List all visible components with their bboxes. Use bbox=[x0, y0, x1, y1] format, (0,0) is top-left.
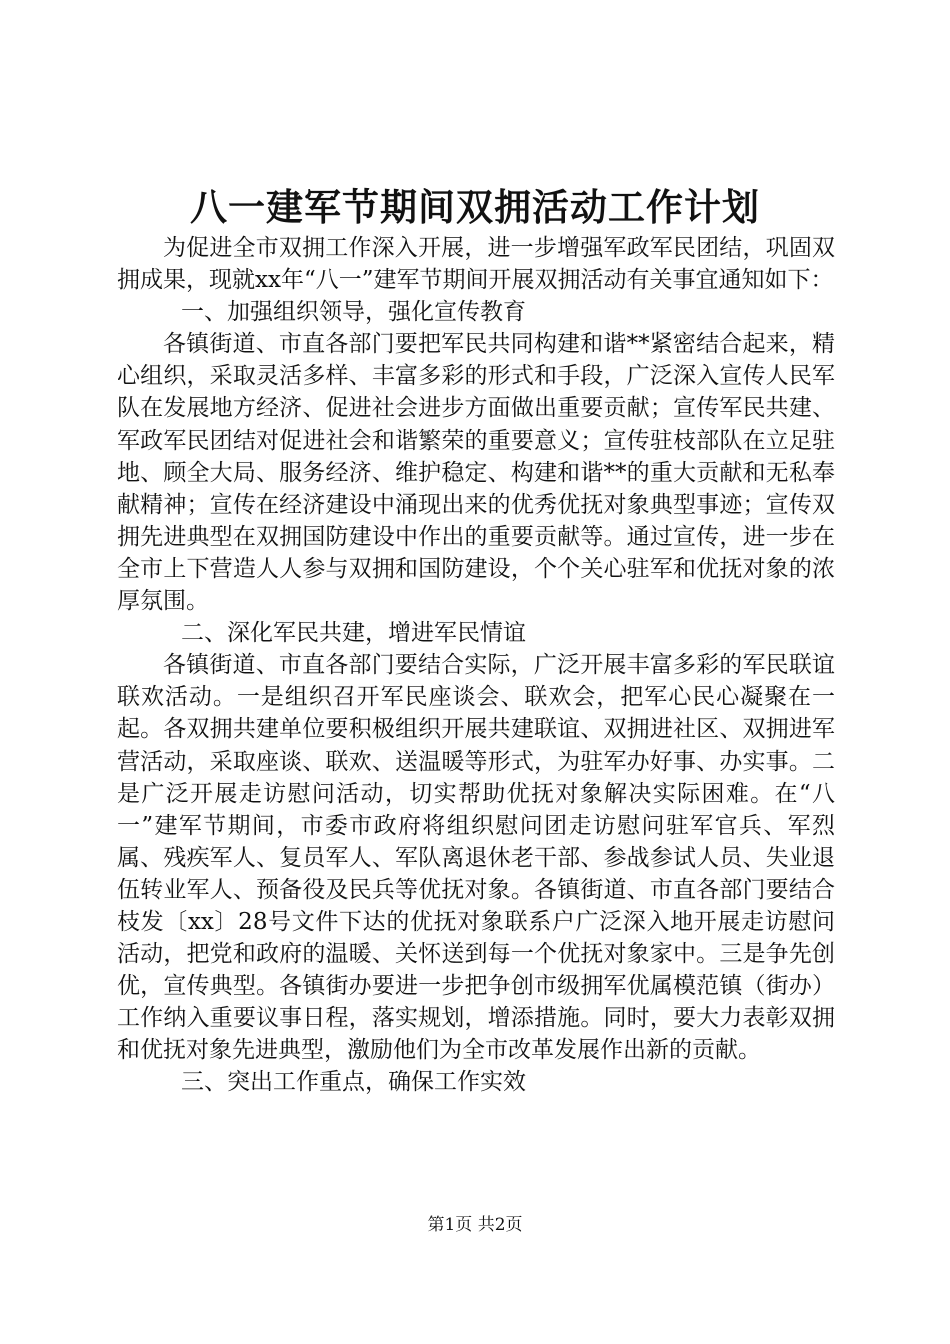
page-footer: 第1页 共2页 bbox=[427, 1215, 523, 1235]
section-3-heading: 三、突出工作重点，确保工作实效 bbox=[181, 1069, 526, 1096]
intro-paragraph: 为促进全市双拥工作深入开展，进一步增强军政军民团结，巩固双拥成果，现就xx年“八一”建军节期间开展双拥活动有关事宜通知如下： bbox=[117, 235, 835, 294]
section-2-body: 各镇街道、市直各部门要结合实际，广泛开展丰富多彩的军民联谊联欢活动。一是组织召开军民座谈会、联欢会，把军心民心凝聚在一起。各双拥共建单位要积极组织开展共建联谊、双拥进社区、双拥进军营活动，采取座谈、联欢、送温暖等形式，为驻军办好事、办实事。二是广泛开展走访慰问活动，切实帮助优抚对象解决实际困难。在“八一”建军节期间，市委市政府将组织慰问团走访慰问驻军官兵、军烈属、残疾军人、复员军人、军队离退休老干部、参战参试人员、失业退伍转业军人、预备役及民兵等优抚对象。各镇街道、市直各部门要结合枝发〔xx〕28号文件下达的优抚对象联系户广泛深入地开展走访慰问活动，把党和政府的温暖、关怀送到每一个优抚对象家中。三是争先创优，宣传典型。各镇街办要进一步把争创市级拥军优属模范镇（街办）工作纳入重要议事日程，落实规划，增添措施。同时，要大力表彰双拥和优抚对象先进典型，激励他们为全市改革发展作出新的贡献。 bbox=[117, 652, 835, 1064]
document-body bbox=[117, 232, 835, 1099]
section-2-heading: 二、深化军民共建，增进军民情谊 bbox=[181, 620, 526, 647]
section-1-body: 各镇街道、市直各部门要把军民共同构建和谐**紧密结合起来，精心组织，采取灵活多样、丰富多彩的形式和手段，广泛深入宣传人民军队在发展地方经济、促进社会进步方面做出重要贡献；宣传军民共建、军政军民团结对促进社会和谐繁荣的重要意义；宣传驻枝部队在立足驻地、顾全大局、服务经济、维护稳定、构建和谐**的重大贡献和无私奉献精神；宣传在经济建设中涌现出来的优秀优抚对象典型事迹；宣传双拥先进典型在双拥国防建设中作出的重要贡献等。通过宣传，进一步在全市上下营造人人参与双拥和国防建设，个个关心驻军和优抚对象的浓厚氛围。 bbox=[117, 331, 835, 615]
section-1-heading: 一、加强组织领导，强化宣传教育 bbox=[181, 299, 526, 326]
document-title: 八一建军节期间双拥活动工作计划 bbox=[190, 185, 760, 229]
